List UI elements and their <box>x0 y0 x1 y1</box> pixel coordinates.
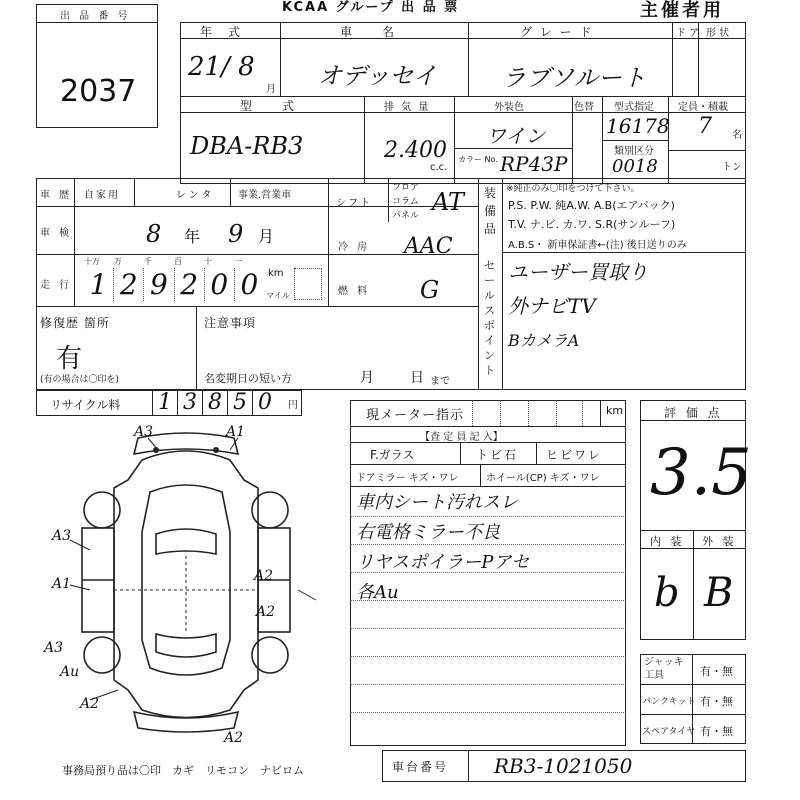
meter-label: 現メーター指示 <box>366 408 465 423</box>
inspection-month: 9 <box>228 220 244 248</box>
chip-label: トビ石 <box>476 448 519 462</box>
inspector-remark: 各Au <box>356 582 399 603</box>
mile-label: マイル <box>266 291 290 300</box>
displacement-value: 2.400 <box>384 138 447 163</box>
displacement-label: 排 気 量 <box>384 102 431 113</box>
ac-value: AAC <box>404 234 453 259</box>
type-spec-value: 16178 <box>606 114 670 138</box>
inspector-remark: リヤスポイラーPアセ <box>356 552 530 573</box>
class-value: 0018 <box>612 156 658 177</box>
recycle-digit: 5 <box>227 390 252 416</box>
history-label: 車 歴 <box>40 190 73 201</box>
equipment-row-3: A.B.S・ 新車保証書←(注) 後日送りのみ <box>508 240 687 251</box>
damage-mark: A1 <box>226 424 246 440</box>
capacity-value: 7 <box>698 114 712 139</box>
grade-value: ラブソルート <box>502 64 646 92</box>
inspection-month-unit: 月 <box>258 227 277 246</box>
class-label: 類別区分 <box>614 146 654 157</box>
spare-tire-value[interactable]: 有・無 <box>700 725 733 738</box>
recycle-digit: 0 <box>252 390 277 416</box>
jack-value[interactable]: 有・無 <box>700 665 733 678</box>
office-note: 事務局預り品は〇印 カギ リモコン ナビロム <box>62 764 304 777</box>
inspection-year: 8 <box>146 220 162 248</box>
header-title: KCAA グループ 出 品 票 <box>282 0 460 15</box>
equipment-row-1: P.S. P.W. 純A.W. A.B(エアバック) <box>508 199 675 212</box>
spare-tire-label: スペアタイヤ <box>642 727 696 737</box>
mile-checkbox[interactable] <box>294 268 322 300</box>
shift-option-floor: フロア <box>392 183 420 193</box>
repair-value: 有 <box>56 344 83 374</box>
chassis-value: RB3-1021050 <box>494 754 633 778</box>
sales-point-line: 外ナビTV <box>508 294 596 318</box>
sales-point-line: BカメラA <box>508 331 580 350</box>
meter-unit: km <box>606 404 624 417</box>
shape-label: 形 状 <box>706 28 730 39</box>
ac-label: 冷 房 <box>338 242 371 253</box>
interior-label: 内 装 <box>650 535 685 548</box>
exterior-value: B <box>704 570 734 616</box>
sales-point-line: ユーザー買取り <box>508 260 648 284</box>
mileage-unit: 十万 <box>84 257 100 266</box>
damage-mark: A2 <box>256 604 276 620</box>
inspection-year-unit: 年 <box>184 227 203 246</box>
puncture-kit-label: パンクキット <box>642 697 696 707</box>
person-unit: 名 <box>732 130 742 141</box>
recycle-unit: 円 <box>288 400 298 411</box>
recycle-digit: 8 <box>202 390 227 416</box>
notes-month: 月 <box>360 370 376 386</box>
recycle-digits <box>152 390 277 416</box>
damage-mark: A2 <box>80 696 100 712</box>
model-value: DBA-RB3 <box>190 132 304 160</box>
damage-mark: A3 <box>44 640 64 656</box>
mirror-label: ドアミラー キズ・ワレ <box>356 473 459 484</box>
history-option-private: 自家用 <box>84 190 120 201</box>
sales-point-label: セールスポイント <box>484 259 495 377</box>
year-label: 年 式 <box>200 25 243 39</box>
shift-value: AT <box>432 188 465 216</box>
car-damage-diagram <box>30 420 340 750</box>
inspection-label: 車 検 <box>40 228 73 239</box>
grade-label: グ レ ー ド <box>520 25 594 39</box>
notes-day: 日 <box>410 370 426 386</box>
shift-option-column: コラム <box>392 197 419 207</box>
equipment-note: ※純正のみ〇印をつけて下さい。 <box>506 184 640 194</box>
mileage-units-row <box>84 256 264 267</box>
mileage-unit: 千 <box>144 257 152 266</box>
mileage-digit: 2 <box>175 268 205 301</box>
short-change-label: 名変期日の短い方 <box>204 372 292 385</box>
mileage-digits-row <box>84 268 264 301</box>
repair-note: (有の場合は〇印を) <box>40 375 120 385</box>
cc-unit: c.c. <box>430 162 448 173</box>
mileage-digit: 0 <box>240 268 259 301</box>
wheel-label: ホイール(CP) キズ・ワレ <box>486 473 600 484</box>
doors-label: ド ア <box>676 28 700 39</box>
recycle-digit: 1 <box>152 390 177 416</box>
lot-number-value: 2037 <box>60 74 137 109</box>
mileage-unit: 百 <box>174 257 182 266</box>
color-no-value: RP43P <box>500 152 568 176</box>
capacity-label: 定員・積載 <box>678 102 728 113</box>
model-label: 型 式 <box>240 99 297 113</box>
inspector-label: 【査 定 員 記 入】 <box>420 432 503 443</box>
recycle-digit: 3 <box>177 390 202 416</box>
jack-label: ジャッキ工具 <box>644 657 684 681</box>
exterior-label: 外 装 <box>702 535 737 548</box>
year-value: 21/ 8 <box>188 52 255 82</box>
ton-unit: トン <box>722 162 742 173</box>
history-option-rental: レンタ <box>176 190 215 201</box>
history-option-business: 事業.営業車 <box>238 190 292 201</box>
mileage-label: 走 行 <box>40 280 73 291</box>
recycle-label: リサイクル料 <box>50 398 121 412</box>
chassis-label: 車台番号 <box>392 760 449 774</box>
car-name-label: 車 名 <box>340 25 397 39</box>
shift-option-panel: パネル <box>392 211 420 221</box>
inspector-remark: 車内シート汚れスレ <box>356 492 518 513</box>
interior-value: b <box>654 570 680 616</box>
shift-label: シフト <box>336 198 372 209</box>
mileage-unit: 一 <box>234 257 242 266</box>
mileage-digit: 2 <box>114 268 144 301</box>
mileage-digit: 1 <box>84 268 114 301</box>
mileage-unit: 万 <box>114 257 122 266</box>
type-spec-label: 型式指定 <box>614 102 654 113</box>
damage-mark: A2 <box>224 730 244 746</box>
color-change-label: 色替 <box>574 102 594 113</box>
km-label: km <box>268 268 284 279</box>
repair-label: 修復歴 箇所 <box>40 316 110 330</box>
score-label: 評 価 点 <box>664 406 723 420</box>
fuel-label: 燃 料 <box>338 286 371 297</box>
damage-mark: Au <box>60 664 80 680</box>
mileage-unit: 十 <box>204 257 212 266</box>
exterior-color-label: 外装色 <box>494 102 524 113</box>
fuel-value: G <box>420 276 440 304</box>
score-value: 3.5 <box>650 436 752 510</box>
damage-mark: A1 <box>52 576 72 592</box>
owner-copy-label: 主催者用 <box>640 0 724 21</box>
puncture-kit-value[interactable]: 有・無 <box>700 695 733 708</box>
crack-label: ヒビワレ <box>546 448 603 462</box>
exterior-color-value: ワイン <box>486 124 546 148</box>
mileage-digit: 9 <box>144 268 174 301</box>
damage-mark: A3 <box>52 528 72 544</box>
month-unit: 月 <box>266 84 276 95</box>
notes-until: まで <box>430 376 450 387</box>
damage-mark: A2 <box>254 568 274 584</box>
lot-number-label: 出 品 番 号 <box>60 11 131 22</box>
equipment-label: 装備品 <box>484 186 497 236</box>
equipment-row-2: T.V. ナ.ビ. カ.ワ. S.R(サンルーフ) <box>508 218 676 231</box>
notes-label: 注意事項 <box>204 316 257 330</box>
glass-label: F.ガラス <box>370 448 415 462</box>
damage-mark: A3 <box>134 424 154 440</box>
mileage-digit: 0 <box>205 268 235 301</box>
car-name-value: オデッセイ <box>318 62 437 90</box>
color-no-label: カラー No. <box>458 155 498 164</box>
inspector-remark: 右電格ミラー不良 <box>356 522 500 543</box>
